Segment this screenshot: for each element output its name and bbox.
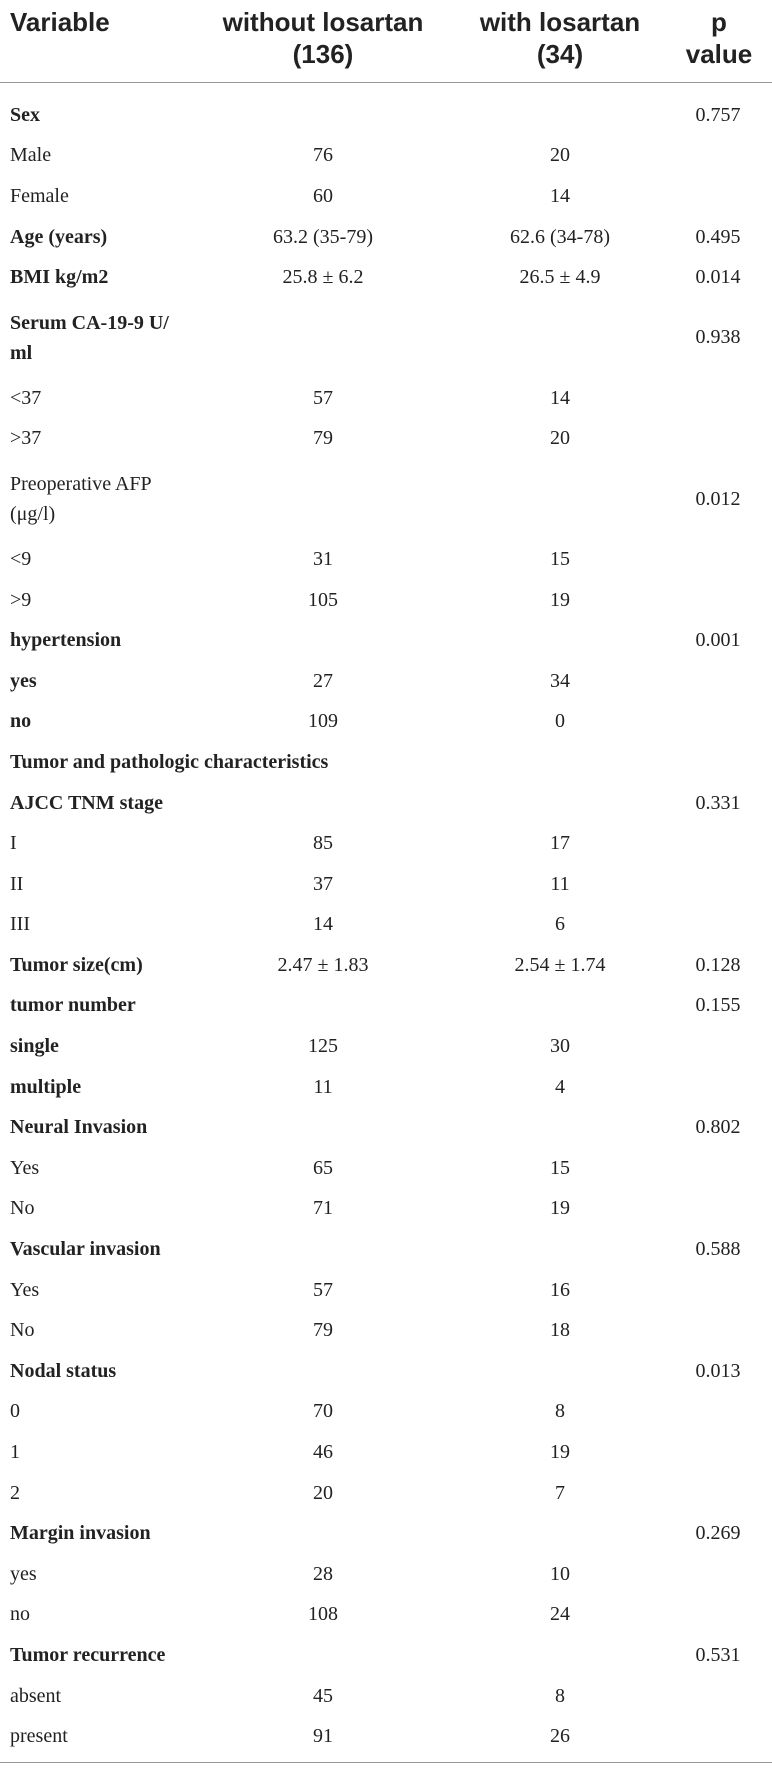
cell-with bbox=[450, 1351, 670, 1392]
cell-without: 109 bbox=[308, 710, 338, 733]
table-row bbox=[0, 1351, 772, 1392]
cell-with: 17 bbox=[550, 832, 570, 855]
cell-with: 8 bbox=[555, 1684, 565, 1707]
cell-variable: BMI kg/m2 bbox=[10, 266, 109, 289]
table-row bbox=[0, 986, 772, 1027]
cell-variable: Male bbox=[10, 144, 52, 167]
cell-without: 31 bbox=[313, 547, 333, 570]
cell-without: 57 bbox=[313, 386, 333, 409]
table-row bbox=[0, 378, 772, 419]
table-row bbox=[0, 783, 772, 824]
cell-without: 79 bbox=[313, 427, 333, 450]
cell-variable: Vascular invasion bbox=[10, 1238, 161, 1261]
cell-p-value bbox=[670, 1554, 772, 1595]
cell-with: 2.54 ± 1.74 bbox=[514, 953, 606, 976]
table-row bbox=[0, 1189, 772, 1230]
cell-variable: yes bbox=[10, 1562, 37, 1585]
cell-p-value: 0.128 bbox=[695, 953, 741, 976]
cell-p-value: 0.013 bbox=[695, 1359, 741, 1382]
table-row bbox=[0, 702, 772, 743]
cell-p-value bbox=[670, 1310, 772, 1351]
table-row bbox=[0, 1554, 772, 1595]
cell-variable: present bbox=[10, 1725, 68, 1748]
cell-with: 6 bbox=[555, 913, 565, 936]
cell-without: 2.47 ± 1.83 bbox=[277, 953, 369, 976]
header-variable-text: Variable bbox=[10, 7, 110, 37]
cell-without: 45 bbox=[313, 1684, 333, 1707]
cell-with: 26.5 ± 4.9 bbox=[519, 266, 601, 289]
table-row bbox=[0, 136, 772, 177]
cell-without: 76 bbox=[313, 144, 333, 167]
cell-p-value bbox=[670, 419, 772, 460]
cell-with: 62.6 (34-78) bbox=[510, 225, 610, 248]
cell-variable: II bbox=[10, 872, 24, 895]
cell-with: 16 bbox=[550, 1278, 570, 1301]
cell-section-heading: Tumor and pathologic characteristics bbox=[10, 750, 329, 773]
cell-p-value bbox=[670, 176, 772, 217]
cell-with: 19 bbox=[550, 588, 570, 611]
cell-variable: multiple bbox=[10, 1075, 82, 1098]
cell-without bbox=[196, 1513, 450, 1554]
header-p-line1: p bbox=[711, 7, 727, 37]
cell-p-value: 0.269 bbox=[695, 1522, 741, 1545]
cell-without: 108 bbox=[308, 1603, 338, 1626]
cell-with: 20 bbox=[550, 144, 570, 167]
cell-with: 26 bbox=[550, 1725, 570, 1748]
cell-variable: single bbox=[10, 1035, 59, 1058]
cell-without bbox=[196, 986, 450, 1027]
cell-variable: hypertension bbox=[10, 629, 122, 652]
cell-with: 34 bbox=[550, 669, 570, 692]
cell-variable: tumor number bbox=[10, 994, 136, 1017]
table-row bbox=[0, 1026, 772, 1067]
cell-with bbox=[450, 83, 670, 136]
cell-without: 63.2 (35-79) bbox=[273, 225, 373, 248]
cell-p-value: 0.331 bbox=[695, 791, 741, 814]
cell-without: 37 bbox=[313, 872, 333, 895]
table-row bbox=[0, 419, 772, 460]
table-row bbox=[0, 1676, 772, 1717]
table-row bbox=[0, 83, 772, 136]
cell-variable: Female bbox=[10, 184, 69, 207]
table-row bbox=[0, 580, 772, 621]
cell-with: 19 bbox=[550, 1197, 570, 1220]
cell-variable: 0 bbox=[10, 1400, 20, 1423]
table-row bbox=[0, 1148, 772, 1189]
cell-p-value bbox=[670, 378, 772, 419]
table-row bbox=[0, 1270, 772, 1311]
cell-variable: no bbox=[10, 710, 32, 733]
cell-p-value bbox=[670, 136, 772, 177]
header-row bbox=[0, 0, 772, 83]
cell-without: 57 bbox=[313, 1278, 333, 1301]
cell-without bbox=[196, 1229, 450, 1270]
table-body bbox=[0, 83, 772, 1757]
table-row bbox=[0, 1310, 772, 1351]
cell-without bbox=[196, 620, 450, 661]
cell-p-value: 0.012 bbox=[695, 487, 741, 510]
cell-p-value: 0.495 bbox=[695, 225, 741, 248]
cell-without bbox=[196, 1107, 450, 1148]
header-p-line2: value bbox=[685, 39, 753, 69]
table-row bbox=[0, 1635, 772, 1676]
table-row bbox=[0, 620, 772, 661]
cell-p-value bbox=[670, 1067, 772, 1108]
table-row bbox=[0, 1513, 772, 1554]
cell-without: 14 bbox=[313, 913, 333, 936]
cell-p-value bbox=[670, 905, 772, 946]
cell-p-value: 0.001 bbox=[695, 629, 741, 652]
cell-variable: Neural Invasion bbox=[10, 1116, 148, 1139]
header-p-value bbox=[670, 0, 772, 83]
cell-p-value bbox=[670, 1432, 772, 1473]
cell-variable: >9 bbox=[10, 588, 32, 611]
cell-variable: absent bbox=[10, 1684, 62, 1707]
cell-without: 60 bbox=[313, 184, 333, 207]
cell-without bbox=[196, 83, 450, 136]
cell-p-value bbox=[670, 702, 772, 743]
cell-without: 91 bbox=[313, 1725, 333, 1748]
cell-variable: 1 bbox=[10, 1441, 20, 1464]
table-row bbox=[0, 176, 772, 217]
cell-variable: Margin invasion bbox=[10, 1522, 151, 1545]
cell-p-value bbox=[670, 1716, 772, 1757]
cell-with bbox=[450, 783, 670, 824]
cell-with: 30 bbox=[550, 1035, 570, 1058]
cell-without: 20 bbox=[313, 1481, 333, 1504]
cell-variable: No bbox=[10, 1197, 35, 1220]
cell-with bbox=[450, 620, 670, 661]
cell-p-value bbox=[670, 1270, 772, 1311]
cell-variable: Yes bbox=[10, 1278, 40, 1301]
cell-variable: <9 bbox=[10, 547, 32, 570]
cell-with bbox=[450, 459, 670, 539]
cell-p-value: 0.014 bbox=[695, 266, 741, 289]
table-row bbox=[0, 1229, 772, 1270]
cell-p-value bbox=[670, 661, 772, 702]
cell-p-value: 0.531 bbox=[695, 1643, 741, 1666]
cell-p-value bbox=[670, 539, 772, 580]
cell-variable: Nodal status bbox=[10, 1359, 117, 1382]
header-variable bbox=[0, 0, 196, 83]
table-row bbox=[0, 459, 772, 539]
table-row bbox=[0, 539, 772, 580]
header-without-line1: without losartan bbox=[222, 7, 424, 37]
cell-variable: yes bbox=[10, 669, 37, 692]
cell-without: 79 bbox=[313, 1319, 333, 1342]
cell-p-value bbox=[670, 1676, 772, 1717]
cell-with: 24 bbox=[550, 1603, 570, 1626]
table-row bbox=[0, 1067, 772, 1108]
cell-with: 0 bbox=[555, 710, 565, 733]
cell-p-value bbox=[670, 1148, 772, 1189]
cell-without: 46 bbox=[313, 1441, 333, 1464]
cell-with: 15 bbox=[550, 1156, 570, 1179]
table-row bbox=[0, 1716, 772, 1757]
table-row bbox=[0, 1392, 772, 1433]
table-header bbox=[0, 0, 772, 83]
cell-variable: AJCC TNM stage bbox=[10, 791, 163, 814]
cell-without: 27 bbox=[313, 669, 333, 692]
cell-variable: Preoperative AFP (μg/l) bbox=[10, 473, 151, 526]
table-row bbox=[0, 864, 772, 905]
cell-p-value bbox=[670, 1026, 772, 1067]
cell-without bbox=[196, 459, 450, 539]
cell-with: 15 bbox=[550, 547, 570, 570]
cell-p-value bbox=[670, 823, 772, 864]
table-row bbox=[0, 945, 772, 986]
cell-without: 71 bbox=[313, 1197, 333, 1220]
table-row bbox=[0, 661, 772, 702]
header-with-line2: (34) bbox=[536, 39, 584, 69]
cell-without bbox=[196, 1635, 450, 1676]
table-row bbox=[0, 1107, 772, 1148]
table-row bbox=[0, 1432, 772, 1473]
cell-with: 10 bbox=[550, 1562, 570, 1585]
cell-with: 14 bbox=[550, 386, 570, 409]
table-row bbox=[0, 1595, 772, 1636]
table-row bbox=[0, 217, 772, 258]
table-bottom-rule bbox=[0, 1762, 772, 1763]
cell-p-value: 0.155 bbox=[695, 994, 741, 1017]
cell-p-value: 0.802 bbox=[695, 1116, 741, 1139]
cell-with: 19 bbox=[550, 1441, 570, 1464]
cell-variable: Yes bbox=[10, 1156, 40, 1179]
cell-with: 8 bbox=[555, 1400, 565, 1423]
cell-variable: 2 bbox=[10, 1481, 20, 1504]
cell-without: 70 bbox=[313, 1400, 333, 1423]
cell-without: 105 bbox=[308, 588, 338, 611]
cell-with bbox=[450, 1513, 670, 1554]
cell-p-value bbox=[670, 864, 772, 905]
table-row-section bbox=[0, 742, 772, 783]
header-without-losartan bbox=[196, 0, 450, 83]
cell-with: 18 bbox=[550, 1319, 570, 1342]
cell-with bbox=[450, 298, 670, 378]
cell-p-value: 0.757 bbox=[695, 103, 741, 126]
table-row bbox=[0, 1473, 772, 1514]
cell-p-value: 0.588 bbox=[695, 1238, 741, 1261]
header-without-line2: (136) bbox=[292, 39, 354, 69]
cell-variable: Tumor recurrence bbox=[10, 1643, 166, 1666]
cell-with: 20 bbox=[550, 427, 570, 450]
cell-variable: III bbox=[10, 913, 30, 936]
cell-p-value bbox=[670, 580, 772, 621]
cell-with bbox=[450, 1107, 670, 1148]
cell-with: 4 bbox=[555, 1075, 565, 1098]
cell-without bbox=[196, 298, 450, 378]
cell-with: 7 bbox=[555, 1481, 565, 1504]
cell-variable: Sex bbox=[10, 103, 40, 126]
cell-p-value: 0.938 bbox=[695, 326, 741, 349]
cell-without bbox=[196, 783, 450, 824]
cell-without: 25.8 ± 6.2 bbox=[282, 266, 364, 289]
cell-with bbox=[450, 986, 670, 1027]
table-row bbox=[0, 298, 772, 378]
cell-with bbox=[450, 1635, 670, 1676]
cell-with: 11 bbox=[550, 872, 570, 895]
table-row bbox=[0, 823, 772, 864]
cell-p-value bbox=[670, 1392, 772, 1433]
cell-variable: no bbox=[10, 1603, 30, 1626]
cell-variable: Age (years) bbox=[10, 225, 108, 248]
cell-without: 28 bbox=[313, 1562, 333, 1585]
table-row bbox=[0, 905, 772, 946]
cell-variable: No bbox=[10, 1319, 35, 1342]
cell-variable: <37 bbox=[10, 386, 42, 409]
header-with-line1: with losartan bbox=[479, 7, 641, 37]
cell-variable: Tumor size(cm) bbox=[10, 953, 143, 976]
cell-p-value bbox=[670, 1189, 772, 1230]
cell-without bbox=[196, 1351, 450, 1392]
cell-with bbox=[450, 1229, 670, 1270]
cell-with: 14 bbox=[550, 184, 570, 207]
cell-without: 125 bbox=[308, 1035, 338, 1058]
cell-variable: >37 bbox=[10, 427, 42, 450]
cell-without: 85 bbox=[313, 832, 333, 855]
header-with-losartan bbox=[450, 0, 670, 83]
cell-p-value bbox=[670, 1595, 772, 1636]
cell-without: 11 bbox=[313, 1075, 333, 1098]
cell-without: 65 bbox=[313, 1156, 333, 1179]
cell-p-value bbox=[670, 1473, 772, 1514]
cell-variable: I bbox=[10, 832, 17, 855]
table-row bbox=[0, 257, 772, 298]
cell-variable: Serum CA-19-9 U/ ml bbox=[10, 311, 169, 364]
